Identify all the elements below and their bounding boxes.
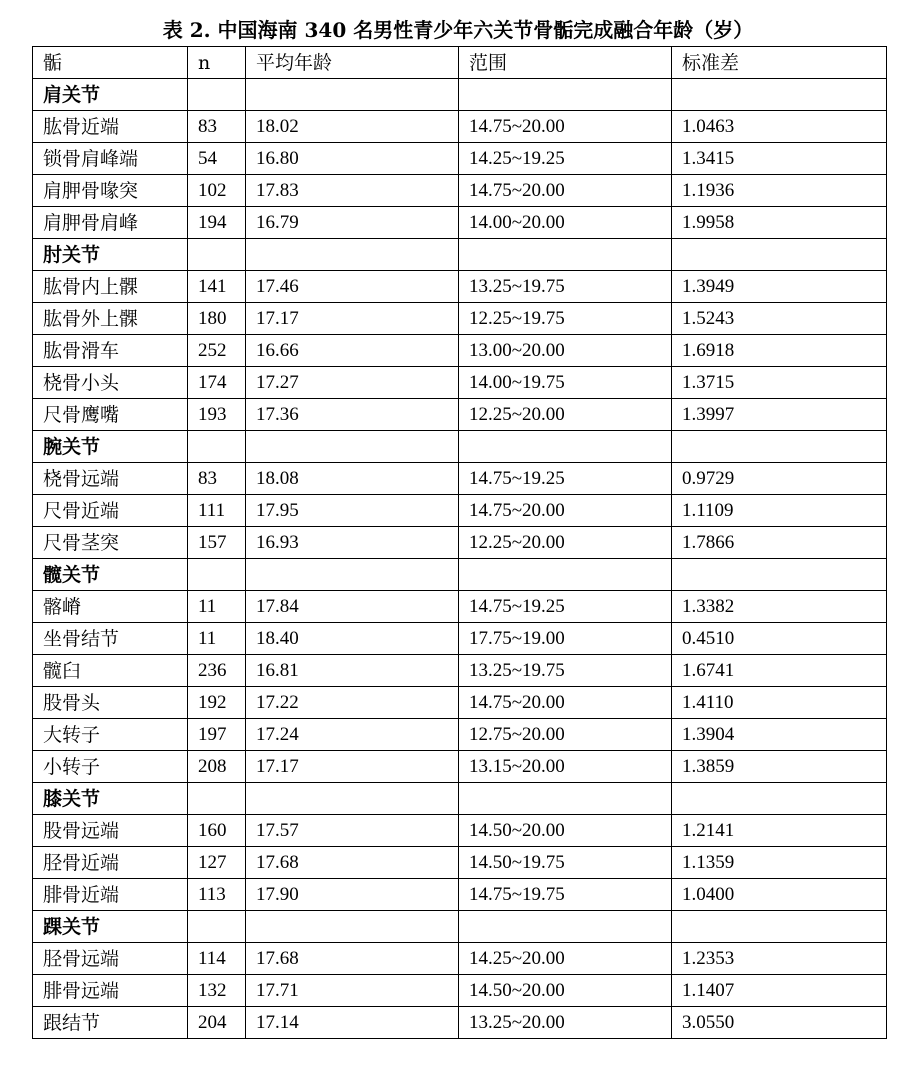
joint-group-label: 肘关节 — [33, 239, 188, 271]
empty-cell — [246, 79, 459, 111]
sample-size-cell: 252 — [188, 335, 246, 367]
sample-size-cell: 83 — [188, 111, 246, 143]
mean-age-cell: 17.17 — [246, 303, 459, 335]
epiphysis-name-cell: 大转子 — [33, 719, 188, 751]
table-row — [33, 175, 887, 207]
table-row — [33, 815, 887, 847]
empty-cell — [459, 239, 672, 271]
epiphysis-name-cell: 尺骨近端 — [33, 495, 188, 527]
joint-group-label: 踝关节 — [33, 911, 188, 943]
header-n: n — [188, 47, 246, 79]
std-dev-cell: 1.9958 — [672, 207, 887, 239]
age-range-cell: 12.25~20.00 — [459, 527, 672, 559]
mean-age-cell: 16.81 — [246, 655, 459, 687]
table-row — [33, 111, 887, 143]
age-range-cell: 14.75~20.00 — [459, 111, 672, 143]
sample-size-cell: 193 — [188, 399, 246, 431]
table-row — [33, 495, 887, 527]
epiphysis-name-cell: 肱骨近端 — [33, 111, 188, 143]
sample-size-cell: 157 — [188, 527, 246, 559]
group-row — [33, 911, 887, 943]
sample-size-cell: 174 — [188, 367, 246, 399]
epiphysis-name-cell: 桡骨小头 — [33, 367, 188, 399]
epiphysis-name-cell: 尺骨茎突 — [33, 527, 188, 559]
age-range-cell: 12.25~20.00 — [459, 399, 672, 431]
epiphysis-name-cell: 锁骨肩峰端 — [33, 143, 188, 175]
std-dev-cell: 3.0550 — [672, 1007, 887, 1039]
empty-cell — [459, 783, 672, 815]
sample-size-cell: 113 — [188, 879, 246, 911]
std-dev-cell: 1.1109 — [672, 495, 887, 527]
empty-cell — [188, 911, 246, 943]
std-dev-cell: 1.3949 — [672, 271, 887, 303]
age-range-cell: 14.75~20.00 — [459, 175, 672, 207]
header-range: 范围 — [459, 47, 672, 79]
age-range-cell: 12.75~20.00 — [459, 719, 672, 751]
mean-age-cell: 17.17 — [246, 751, 459, 783]
table-row — [33, 207, 887, 239]
sample-size-cell: 194 — [188, 207, 246, 239]
table-row — [33, 975, 887, 1007]
table-row — [33, 367, 887, 399]
age-range-cell: 13.25~19.75 — [459, 271, 672, 303]
empty-cell — [246, 239, 459, 271]
age-range-cell: 14.50~19.75 — [459, 847, 672, 879]
sample-size-cell: 192 — [188, 687, 246, 719]
std-dev-cell: 1.3382 — [672, 591, 887, 623]
empty-cell — [459, 559, 672, 591]
mean-age-cell: 17.57 — [246, 815, 459, 847]
joint-group-label: 髋关节 — [33, 559, 188, 591]
empty-cell — [459, 911, 672, 943]
mean-age-cell: 17.90 — [246, 879, 459, 911]
empty-cell — [188, 783, 246, 815]
joint-group-label: 肩关节 — [33, 79, 188, 111]
table-row — [33, 591, 887, 623]
mean-age-cell: 16.93 — [246, 527, 459, 559]
table-row — [33, 943, 887, 975]
header-std-dev: 标准差 — [672, 47, 887, 79]
epiphysis-fusion-table — [32, 46, 887, 1039]
epiphysis-name-cell: 髂嵴 — [33, 591, 188, 623]
mean-age-cell: 17.84 — [246, 591, 459, 623]
table-row — [33, 335, 887, 367]
std-dev-cell: 1.0463 — [672, 111, 887, 143]
table-title: 表 2. 中国海南 340 名男性青少年六关节骨骺完成融合年龄（岁） — [162, 18, 754, 42]
epiphysis-name-cell: 肩胛骨肩峰 — [33, 207, 188, 239]
empty-cell — [459, 431, 672, 463]
epiphysis-name-cell: 髋臼 — [33, 655, 188, 687]
std-dev-cell: 1.3997 — [672, 399, 887, 431]
age-range-cell: 13.15~20.00 — [459, 751, 672, 783]
mean-age-cell: 16.79 — [246, 207, 459, 239]
empty-cell — [672, 559, 887, 591]
age-range-cell: 14.75~20.00 — [459, 495, 672, 527]
age-range-cell: 14.00~20.00 — [459, 207, 672, 239]
sample-size-cell: 197 — [188, 719, 246, 751]
mean-age-cell: 17.27 — [246, 367, 459, 399]
age-range-cell: 17.75~19.00 — [459, 623, 672, 655]
group-row — [33, 79, 887, 111]
sample-size-cell: 11 — [188, 591, 246, 623]
sample-size-cell: 127 — [188, 847, 246, 879]
std-dev-cell: 1.1407 — [672, 975, 887, 1007]
age-range-cell: 13.25~20.00 — [459, 1007, 672, 1039]
age-range-cell: 14.00~19.75 — [459, 367, 672, 399]
empty-cell — [459, 79, 672, 111]
table-row — [33, 143, 887, 175]
sample-size-cell: 141 — [188, 271, 246, 303]
mean-age-cell: 17.36 — [246, 399, 459, 431]
epiphysis-name-cell: 胫骨远端 — [33, 943, 188, 975]
epiphysis-name-cell: 肱骨滑车 — [33, 335, 188, 367]
empty-cell — [672, 431, 887, 463]
epiphysis-name-cell: 肩胛骨喙突 — [33, 175, 188, 207]
sample-size-cell: 132 — [188, 975, 246, 1007]
std-dev-cell: 1.3415 — [672, 143, 887, 175]
table-row — [33, 623, 887, 655]
std-dev-cell: 1.3904 — [672, 719, 887, 751]
sample-size-cell: 111 — [188, 495, 246, 527]
epiphysis-name-cell: 股骨头 — [33, 687, 188, 719]
epiphysis-name-cell: 尺骨鹰嘴 — [33, 399, 188, 431]
header-epiphysis: 骺 — [33, 47, 188, 79]
epiphysis-name-cell: 肱骨内上髁 — [33, 271, 188, 303]
group-row — [33, 783, 887, 815]
sample-size-cell: 114 — [188, 943, 246, 975]
mean-age-cell: 16.80 — [246, 143, 459, 175]
std-dev-cell: 1.4110 — [672, 687, 887, 719]
std-dev-cell: 0.4510 — [672, 623, 887, 655]
empty-cell — [188, 79, 246, 111]
mean-age-cell: 17.95 — [246, 495, 459, 527]
table-row — [33, 687, 887, 719]
mean-age-cell: 17.68 — [246, 847, 459, 879]
sample-size-cell: 180 — [188, 303, 246, 335]
std-dev-cell: 1.3859 — [672, 751, 887, 783]
epiphysis-name-cell: 跟结节 — [33, 1007, 188, 1039]
mean-age-cell: 17.24 — [246, 719, 459, 751]
age-range-cell: 13.25~19.75 — [459, 655, 672, 687]
empty-cell — [672, 911, 887, 943]
std-dev-cell: 1.3715 — [672, 367, 887, 399]
table-row — [33, 879, 887, 911]
age-range-cell: 14.75~19.25 — [459, 463, 672, 495]
epiphysis-name-cell: 胫骨近端 — [33, 847, 188, 879]
std-dev-cell: 1.7866 — [672, 527, 887, 559]
sample-size-cell: 204 — [188, 1007, 246, 1039]
empty-cell — [246, 783, 459, 815]
table-body — [33, 79, 887, 1039]
mean-age-cell: 17.68 — [246, 943, 459, 975]
age-range-cell: 14.50~20.00 — [459, 975, 672, 1007]
age-range-cell: 14.50~20.00 — [459, 815, 672, 847]
sample-size-cell: 208 — [188, 751, 246, 783]
std-dev-cell: 1.1359 — [672, 847, 887, 879]
table-header — [33, 47, 887, 79]
joint-group-label: 腕关节 — [33, 431, 188, 463]
std-dev-cell: 1.0400 — [672, 879, 887, 911]
group-row — [33, 431, 887, 463]
empty-cell — [672, 783, 887, 815]
mean-age-cell: 18.40 — [246, 623, 459, 655]
mean-age-cell: 17.83 — [246, 175, 459, 207]
joint-group-label: 膝关节 — [33, 783, 188, 815]
table-row — [33, 463, 887, 495]
header-mean-age: 平均年龄 — [246, 47, 459, 79]
std-dev-cell: 0.9729 — [672, 463, 887, 495]
age-range-cell: 12.25~19.75 — [459, 303, 672, 335]
empty-cell — [188, 431, 246, 463]
table-row — [33, 399, 887, 431]
empty-cell — [246, 431, 459, 463]
age-range-cell: 14.25~20.00 — [459, 943, 672, 975]
group-row — [33, 559, 887, 591]
mean-age-cell: 18.08 — [246, 463, 459, 495]
table-row — [33, 1007, 887, 1039]
mean-age-cell: 17.71 — [246, 975, 459, 1007]
sample-size-cell: 236 — [188, 655, 246, 687]
empty-cell — [188, 559, 246, 591]
std-dev-cell: 1.1936 — [672, 175, 887, 207]
group-row — [33, 239, 887, 271]
epiphysis-name-cell: 桡骨远端 — [33, 463, 188, 495]
age-range-cell: 14.25~19.25 — [459, 143, 672, 175]
sample-size-cell: 102 — [188, 175, 246, 207]
empty-cell — [246, 911, 459, 943]
age-range-cell: 14.75~19.25 — [459, 591, 672, 623]
empty-cell — [246, 559, 459, 591]
std-dev-cell: 1.6741 — [672, 655, 887, 687]
mean-age-cell: 17.46 — [246, 271, 459, 303]
epiphysis-name-cell: 坐骨结节 — [33, 623, 188, 655]
sample-size-cell: 54 — [188, 143, 246, 175]
table-row — [33, 303, 887, 335]
mean-age-cell: 16.66 — [246, 335, 459, 367]
table-row — [33, 847, 887, 879]
mean-age-cell: 18.02 — [246, 111, 459, 143]
std-dev-cell: 1.5243 — [672, 303, 887, 335]
epiphysis-name-cell: 肱骨外上髁 — [33, 303, 188, 335]
table-row — [33, 719, 887, 751]
sample-size-cell: 11 — [188, 623, 246, 655]
age-range-cell: 13.00~20.00 — [459, 335, 672, 367]
sample-size-cell: 83 — [188, 463, 246, 495]
age-range-cell: 14.75~19.75 — [459, 879, 672, 911]
epiphysis-name-cell: 股骨远端 — [33, 815, 188, 847]
std-dev-cell: 1.2353 — [672, 943, 887, 975]
std-dev-cell: 1.2141 — [672, 815, 887, 847]
table-row — [33, 527, 887, 559]
table-row — [33, 271, 887, 303]
sample-size-cell: 160 — [188, 815, 246, 847]
epiphysis-name-cell: 腓骨近端 — [33, 879, 188, 911]
table-row — [33, 751, 887, 783]
epiphysis-name-cell: 小转子 — [33, 751, 188, 783]
mean-age-cell: 17.22 — [246, 687, 459, 719]
std-dev-cell: 1.6918 — [672, 335, 887, 367]
empty-cell — [672, 239, 887, 271]
age-range-cell: 14.75~20.00 — [459, 687, 672, 719]
empty-cell — [188, 239, 246, 271]
epiphysis-name-cell: 腓骨远端 — [33, 975, 188, 1007]
mean-age-cell: 17.14 — [246, 1007, 459, 1039]
header-row — [33, 47, 887, 79]
table-row — [33, 655, 887, 687]
empty-cell — [672, 79, 887, 111]
